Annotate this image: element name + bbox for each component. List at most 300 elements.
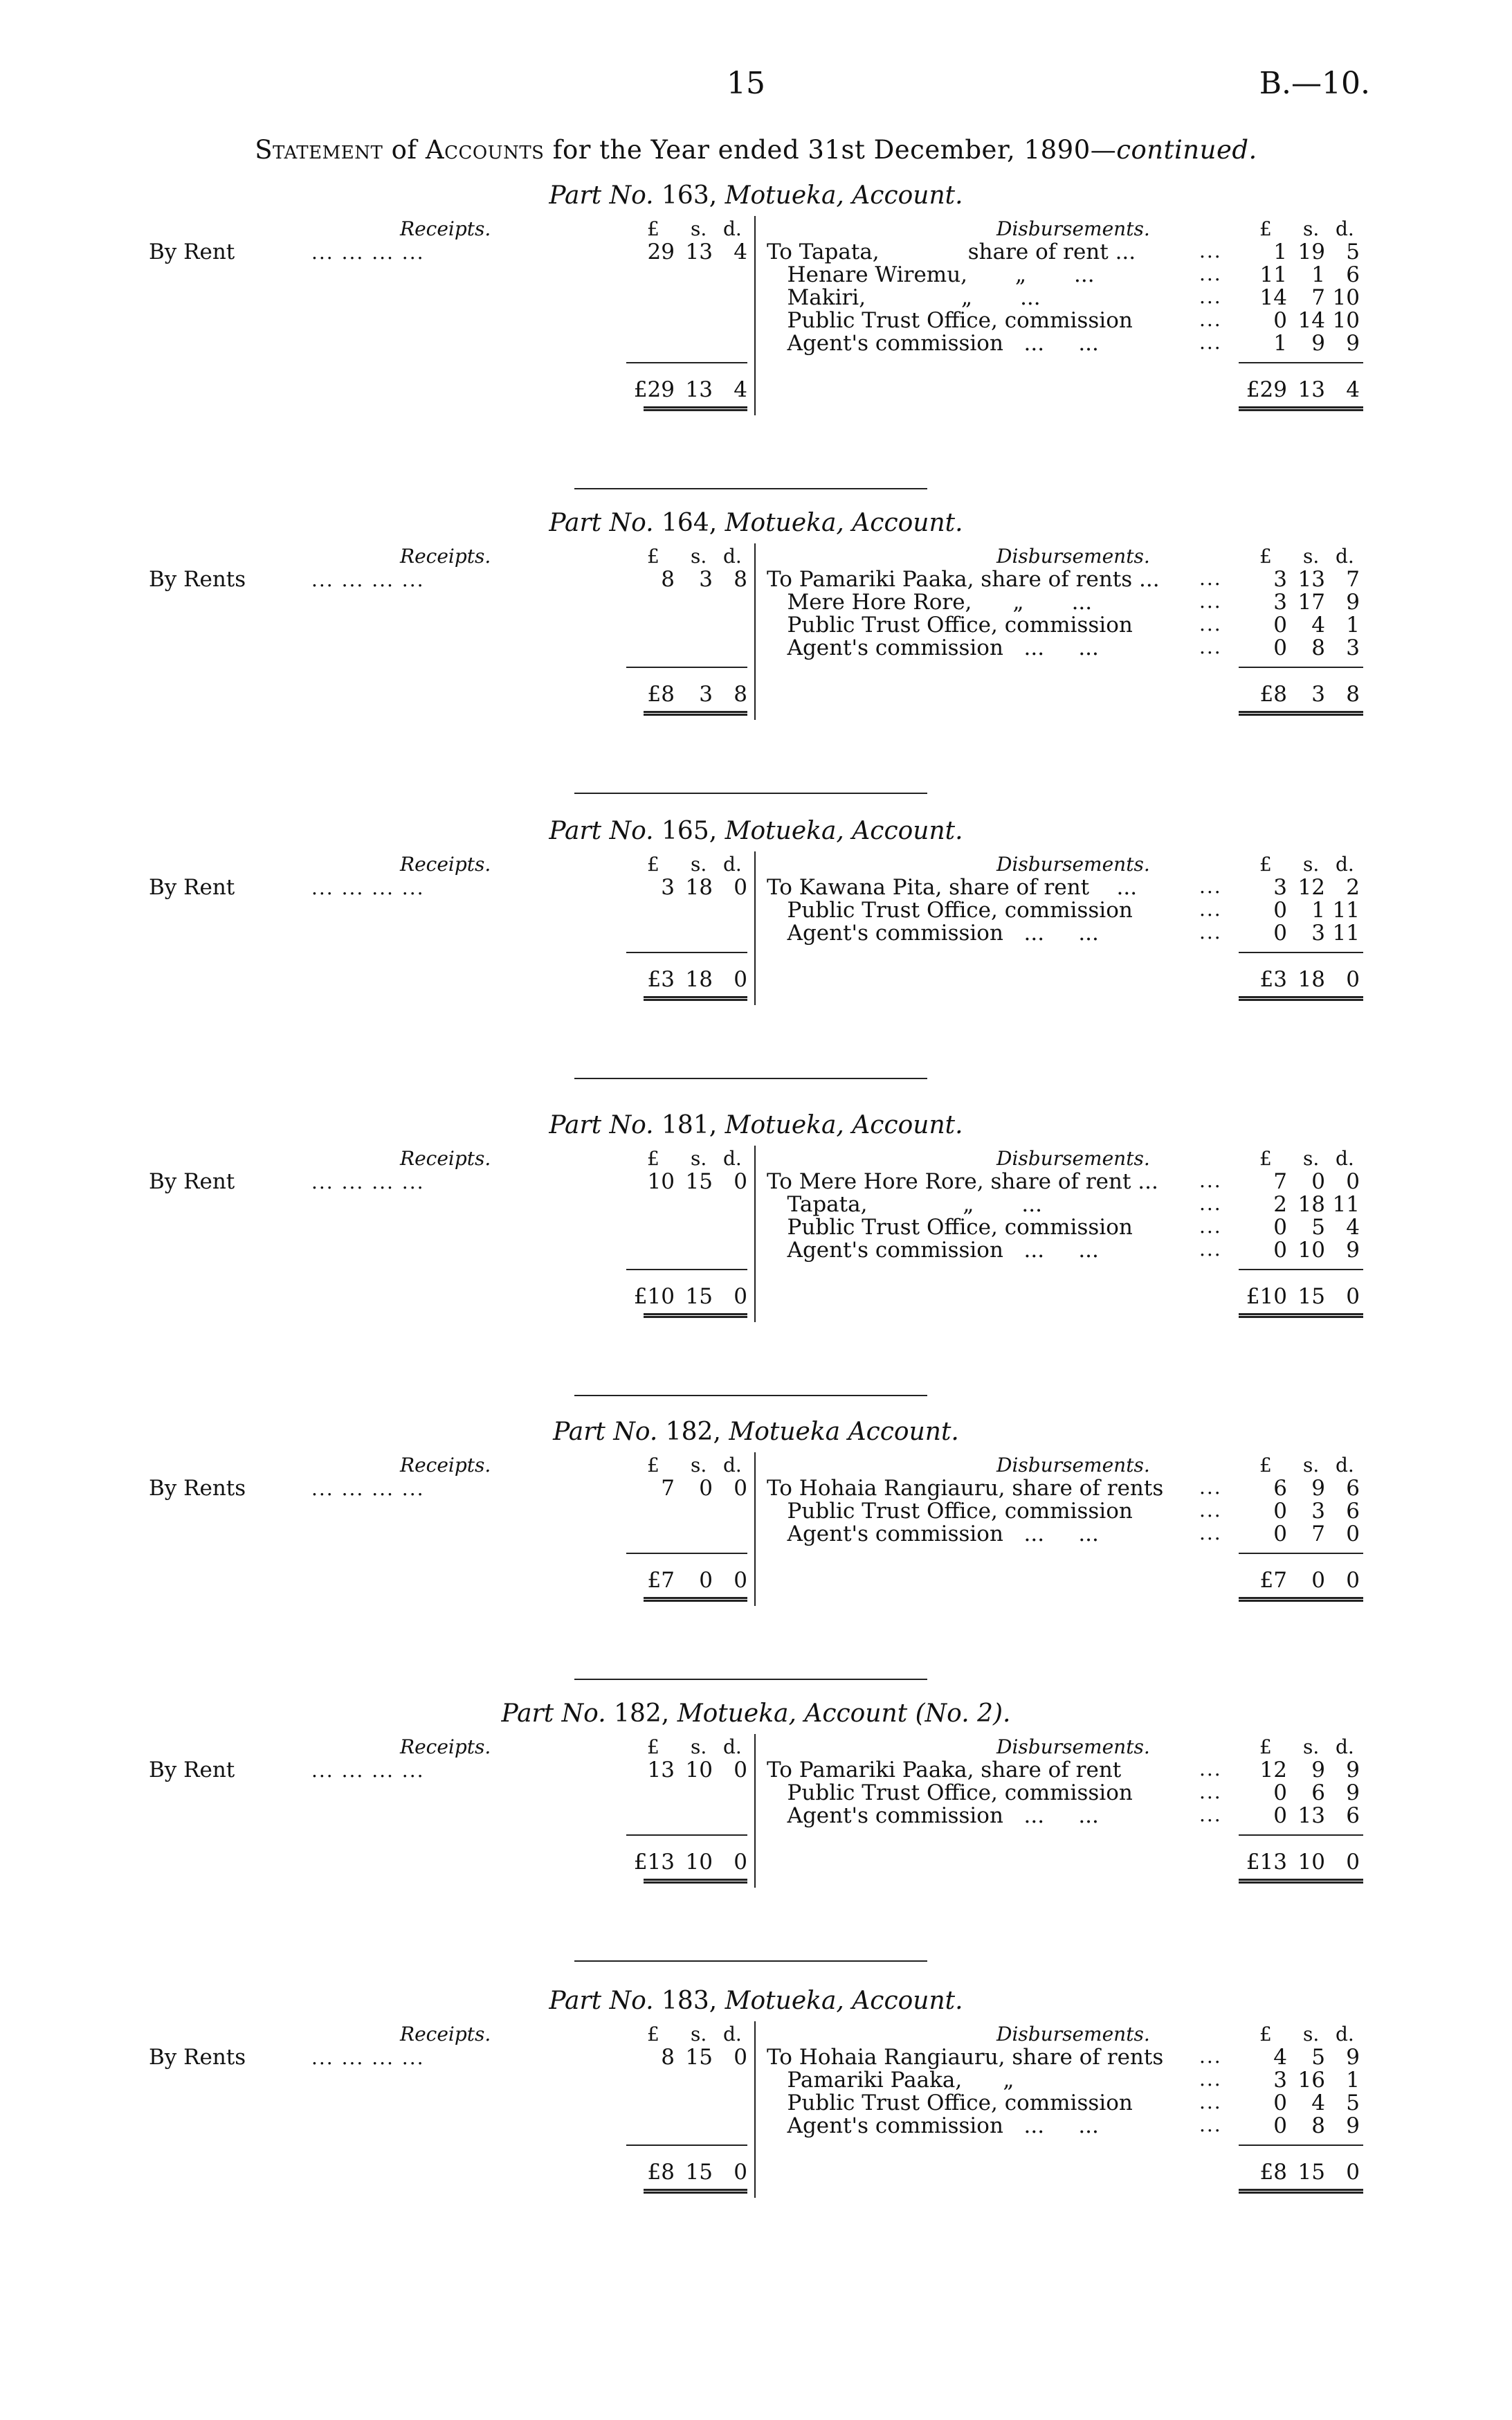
account-number: 182,	[614, 1699, 677, 1728]
disbursements-double-rule	[1239, 1879, 1363, 1884]
receipt-amount	[626, 240, 751, 267]
pound-symbol: £	[647, 1454, 659, 1477]
pence: 9	[1346, 1238, 1360, 1263]
account-part-label: Part	[549, 817, 610, 845]
disbursement-text: Pamariki Paaka, „	[767, 2068, 1014, 2093]
pence: 4	[734, 377, 747, 402]
receipts-total	[626, 1850, 751, 1877]
disbursement-text: Public Trust Office, commission	[767, 1499, 1133, 1524]
receipts-total	[626, 682, 751, 710]
disbursement-text: To Hohaia Rangiauru, share of rents	[767, 2045, 1164, 2070]
disbursement-amount	[1239, 921, 1363, 948]
section-separator	[574, 1960, 927, 1962]
shillings: 13	[685, 240, 713, 264]
disbursements-header: Disbursements.	[996, 1147, 1150, 1170]
disbursements-rule	[1239, 2144, 1363, 2146]
column-divider	[754, 1452, 756, 1606]
disbursement-leader-dots: ...	[1199, 1238, 1222, 1261]
disbursement-leader-dots: ...	[1199, 567, 1222, 590]
pounds: 0	[1273, 613, 1287, 638]
receipt-leader-dots: ... ... ... ...	[311, 241, 425, 264]
shilling-symbol: s.	[691, 545, 707, 568]
receipt-label: By Rent	[149, 1758, 235, 1782]
shillings: 9	[1311, 1758, 1325, 1782]
disbursement-line	[767, 1499, 1222, 1524]
pound-symbol: £	[1259, 545, 1272, 568]
disbursement-leader-dots: ...	[1199, 1215, 1222, 1238]
column-divider	[754, 1734, 756, 1888]
disbursement-leader-dots: ...	[1199, 2113, 1222, 2136]
receipt-label: By Rents	[149, 1476, 246, 1501]
receipts-header: Receipts.	[400, 1735, 491, 1758]
pounds: 3	[1273, 590, 1287, 615]
disbursement-leader-dots: ...	[1199, 2068, 1222, 2091]
pence: 9	[1346, 590, 1360, 615]
receipts-total	[626, 967, 751, 995]
account-title	[0, 181, 1512, 210]
pound-symbol: £	[1259, 1454, 1272, 1477]
pence: 0	[734, 1758, 747, 1782]
shillings: 10	[1297, 1850, 1325, 1875]
receipt-label: By Rent	[149, 240, 235, 264]
disbursement-leader-dots: ...	[1199, 1758, 1222, 1780]
disbursements-total	[1239, 682, 1363, 710]
disbursement-leader-dots: ...	[1199, 875, 1222, 898]
shillings: 13	[685, 377, 713, 402]
disbursement-text: Public Trust Office, commission	[767, 613, 1133, 638]
pounds: 3	[1273, 875, 1287, 900]
pound-symbol: £	[647, 1147, 659, 1170]
account-name: Motueka, Account.	[725, 1111, 963, 1139]
shilling-symbol: s.	[1303, 545, 1320, 568]
account-number: 181,	[662, 1111, 725, 1139]
disbursement-line	[767, 1215, 1222, 1240]
pence: 0	[734, 1850, 747, 1875]
shilling-symbol: s.	[1303, 1454, 1320, 1477]
disbursement-leader-dots: ...	[1199, 590, 1222, 613]
disbursement-text: To Hohaia Rangiauru, share of rents	[767, 1476, 1164, 1501]
pence: 10	[1332, 285, 1360, 310]
pence: 9	[1346, 2113, 1360, 2138]
receipts-double-rule	[644, 1879, 747, 1884]
pounds: £10	[633, 1284, 675, 1309]
shillings: 7	[1311, 1521, 1325, 1546]
pence: 4	[1346, 377, 1360, 402]
account-name: Motueka, Account.	[725, 1987, 963, 2015]
account-number: 164,	[662, 509, 725, 537]
section-separator	[574, 1395, 927, 1396]
pound-symbol: £	[1259, 1147, 1272, 1170]
pounds: 0	[1273, 308, 1287, 333]
disbursement-line	[767, 1803, 1222, 1828]
disbursements-rule	[1239, 1553, 1363, 1554]
pounds: £13	[1246, 1850, 1287, 1875]
disbursement-text: Agent's commission ... ...	[767, 1238, 1099, 1263]
pounds: 14	[1259, 285, 1287, 310]
disbursement-amount	[1239, 2113, 1363, 2141]
pound-symbol: £	[647, 217, 659, 240]
receipt-label: By Rents	[149, 2045, 246, 2070]
disbursements-header: Disbursements.	[996, 545, 1150, 568]
account-name: Motueka, Account.	[725, 817, 963, 845]
pounds: 0	[1273, 2091, 1287, 2115]
shillings: 15	[1297, 2160, 1325, 2185]
disbursements-header: Disbursements.	[996, 1454, 1150, 1477]
pounds: 1	[1273, 331, 1287, 356]
pence-symbol: d.	[723, 2023, 742, 2046]
account-number: 163,	[662, 181, 725, 210]
title-statement: Statement	[255, 135, 383, 165]
pounds: 0	[1273, 1521, 1287, 1546]
account-block	[0, 1111, 1512, 1374]
disbursement-text: Public Trust Office, commission	[767, 2091, 1133, 2115]
account-part-label: Part	[549, 1987, 610, 2015]
disbursements-rule	[1239, 362, 1363, 363]
disbursement-leader-dots: ...	[1199, 1803, 1222, 1826]
shillings: 13	[1297, 1803, 1325, 1828]
shillings: 10	[685, 1758, 713, 1782]
pence: 0	[1346, 1568, 1360, 1593]
disbursement-text: Public Trust Office, commission	[767, 1215, 1133, 1240]
pounds: 0	[1273, 1803, 1287, 1828]
account-block	[0, 509, 1512, 772]
pence: 3	[1346, 635, 1360, 660]
shillings: 5	[1311, 1215, 1325, 1240]
shilling-symbol: s.	[1303, 1147, 1320, 1170]
disbursements-header: Disbursements.	[996, 217, 1150, 240]
pence: 0	[734, 875, 747, 900]
receipt-amount	[626, 875, 751, 903]
account-title	[0, 1987, 1512, 2015]
disbursement-amount	[1239, 1521, 1363, 1549]
shillings: 4	[1311, 613, 1325, 638]
pence-symbol: d.	[723, 217, 742, 240]
shillings: 14	[1297, 308, 1325, 333]
shillings: 18	[1297, 1192, 1325, 1217]
shillings: 12	[1297, 875, 1325, 900]
shilling-symbol: s.	[1303, 217, 1320, 240]
pounds: 0	[1273, 2113, 1287, 2138]
receipts-header: Receipts.	[400, 853, 491, 876]
page-header	[0, 66, 1512, 107]
pounds: £29	[1246, 377, 1287, 402]
receipts-rule	[626, 952, 747, 953]
pence: 4	[1346, 1215, 1360, 1240]
pence: 0	[1346, 1284, 1360, 1309]
pound-symbol: £	[647, 2023, 659, 2046]
section-separator	[574, 1078, 927, 1079]
disbursement-line	[767, 2068, 1222, 2093]
account-number: 183,	[662, 1987, 725, 2015]
disbursement-line	[767, 875, 1222, 900]
disbursement-text: To Mere Hore Rore, share of rent ...	[767, 1169, 1158, 1194]
disbursement-leader-dots: ...	[1199, 2045, 1222, 2068]
pence: 11	[1332, 898, 1360, 923]
disbursement-leader-dots: ...	[1199, 1169, 1222, 1192]
pounds: 0	[1273, 1780, 1287, 1805]
shillings: 15	[1297, 1284, 1325, 1309]
receipts-double-rule	[644, 711, 747, 716]
shillings: 0	[699, 1568, 713, 1593]
disbursement-text: To Pamariki Paaka, share of rents ...	[767, 567, 1160, 592]
shillings: 1	[1311, 898, 1325, 923]
account-block	[0, 817, 1512, 1080]
pence: 9	[1346, 1758, 1360, 1782]
disbursement-leader-dots: ...	[1199, 308, 1222, 331]
shillings: 15	[685, 1169, 713, 1194]
shillings: 13	[1297, 567, 1325, 592]
pence: 9	[1346, 331, 1360, 356]
disbursement-text: Mere Hore Rore, „ ...	[767, 590, 1093, 615]
pence-symbol: d.	[1336, 1454, 1354, 1477]
disbursement-text: To Pamariki Paaka, share of rent	[767, 1758, 1122, 1782]
shilling-symbol: s.	[691, 1454, 707, 1477]
disbursement-amount	[1239, 331, 1363, 359]
pence: 0	[1346, 1850, 1360, 1875]
receipts-double-rule	[644, 996, 747, 1001]
shilling-symbol: s.	[691, 853, 707, 876]
shillings: 0	[1311, 1568, 1325, 1593]
pound-symbol: £	[1259, 1735, 1272, 1758]
pence-symbol: d.	[1336, 217, 1354, 240]
disbursement-line	[767, 1476, 1222, 1501]
pence: 0	[1346, 967, 1360, 992]
pounds: £8	[1259, 682, 1287, 707]
disbursement-line	[767, 1780, 1222, 1805]
disbursement-leader-dots: ...	[1199, 613, 1222, 635]
disbursements-double-rule	[1239, 1597, 1363, 1602]
shillings: 19	[1297, 240, 1325, 264]
pence: 0	[734, 1476, 747, 1501]
disbursements-total	[1239, 1284, 1363, 1312]
pence: 8	[1346, 682, 1360, 707]
pence: 11	[1332, 1192, 1360, 1217]
pence: 0	[1346, 1169, 1360, 1194]
receipts-rule	[626, 1553, 747, 1554]
disbursement-leader-dots: ...	[1199, 1476, 1222, 1499]
disbursement-leader-dots: ...	[1199, 1192, 1222, 1215]
disbursements-double-rule	[1239, 1313, 1363, 1318]
shillings: 10	[685, 1850, 713, 1875]
disbursement-leader-dots: ...	[1199, 262, 1222, 285]
disbursement-line	[767, 898, 1222, 923]
pound-symbol: £	[647, 545, 659, 568]
account-block	[0, 181, 1512, 444]
shillings: 15	[685, 2160, 713, 2185]
disbursements-header: Disbursements.	[996, 2023, 1150, 2046]
disbursement-text: Agent's commission ... ...	[767, 1803, 1099, 1828]
disbursement-leader-dots: ...	[1199, 240, 1222, 262]
receipt-label: By Rent	[149, 1169, 235, 1194]
receipts-double-rule	[644, 2189, 747, 2194]
pounds: £10	[1246, 1284, 1287, 1309]
disbursement-text: Tapata, „ ...	[767, 1192, 1042, 1217]
disbursement-amount	[1239, 635, 1363, 663]
pounds: 8	[661, 2045, 675, 2070]
disbursements-header: Disbursements.	[996, 853, 1150, 876]
disbursement-amount	[1239, 1803, 1363, 1831]
disbursement-text: Public Trust Office, commission	[767, 308, 1133, 333]
pounds: 0	[1273, 921, 1287, 946]
page-number: 15	[727, 66, 765, 101]
pounds: 0	[1273, 1215, 1287, 1240]
pounds: 7	[661, 1476, 675, 1501]
pence: 7	[1346, 567, 1360, 592]
receipts-double-rule	[644, 406, 747, 411]
shillings: 7	[1311, 285, 1325, 310]
shillings: 16	[1297, 2068, 1325, 2093]
pence: 6	[1346, 262, 1360, 287]
shillings: 3	[699, 567, 713, 592]
account-name: Motueka, Account.	[725, 509, 963, 537]
account-part-label: Part	[549, 509, 610, 537]
account-name: Motueka, Account (No. 2).	[677, 1699, 1011, 1728]
document-reference: B.—10.	[1259, 66, 1370, 101]
receipt-amount	[626, 1169, 751, 1197]
pounds: £3	[647, 967, 675, 992]
pounds: 29	[647, 240, 675, 264]
shilling-symbol: s.	[1303, 853, 1320, 876]
pence-symbol: d.	[1336, 545, 1354, 568]
pence: 0	[734, 2045, 747, 2070]
disbursement-text: Henare Wiremu, „ ...	[767, 262, 1095, 287]
receipt-leader-dots: ... ... ... ...	[311, 876, 425, 899]
disbursement-line	[767, 308, 1222, 333]
pence: 6	[1346, 1499, 1360, 1524]
disbursement-leader-dots: ...	[1199, 331, 1222, 354]
account-name: Motueka Account.	[729, 1418, 959, 1446]
pence: 0	[1346, 2160, 1360, 2185]
pounds: 13	[647, 1758, 675, 1782]
shilling-symbol: s.	[691, 217, 707, 240]
disbursement-line	[767, 262, 1222, 287]
disbursement-line	[767, 285, 1222, 310]
pounds: 0	[1273, 1499, 1287, 1524]
pounds: 0	[1273, 635, 1287, 660]
disbursement-leader-dots: ...	[1199, 1780, 1222, 1803]
disbursements-double-rule	[1239, 2189, 1363, 2194]
shillings: 15	[685, 2045, 713, 2070]
pounds: 11	[1259, 262, 1287, 287]
account-block	[0, 1699, 1512, 1962]
disbursement-line	[767, 613, 1222, 638]
account-part-label: Part	[549, 181, 610, 210]
account-no-label: No.	[609, 1111, 662, 1139]
account-title	[0, 509, 1512, 537]
account-title	[0, 1699, 1512, 1728]
shilling-symbol: s.	[691, 2023, 707, 2046]
pence-symbol: d.	[723, 545, 742, 568]
pence: 0	[734, 2160, 747, 2185]
disbursement-line	[767, 2113, 1222, 2138]
pounds: £13	[633, 1850, 675, 1875]
shillings: 15	[685, 1284, 713, 1309]
pence-symbol: d.	[723, 1735, 742, 1758]
pence: 2	[1346, 875, 1360, 900]
disbursement-line	[767, 240, 1222, 264]
pounds: 3	[1273, 2068, 1287, 2093]
shillings: 1	[1311, 262, 1325, 287]
disbursements-total	[1239, 1850, 1363, 1877]
receipts-total	[626, 1284, 751, 1312]
receipt-label: By Rent	[149, 875, 235, 900]
section-separator	[574, 1679, 927, 1680]
disbursement-leader-dots: ...	[1199, 2091, 1222, 2113]
shilling-symbol: s.	[691, 1735, 707, 1758]
shillings: 17	[1297, 590, 1325, 615]
shillings: 13	[1297, 377, 1325, 402]
pence: 6	[1346, 1803, 1360, 1828]
pounds: 7	[1273, 1169, 1287, 1194]
disbursement-leader-dots: ...	[1199, 921, 1222, 943]
pounds: 6	[1273, 1476, 1287, 1501]
pounds: 12	[1259, 1758, 1287, 1782]
disbursements-rule	[1239, 667, 1363, 668]
statement-title	[0, 135, 1512, 165]
pence: 9	[1346, 1780, 1360, 1805]
pence: 1	[1346, 2068, 1360, 2093]
pence-symbol: d.	[723, 853, 742, 876]
disbursement-line	[767, 590, 1222, 615]
disbursement-line	[767, 2045, 1222, 2070]
pounds: 10	[647, 1169, 675, 1194]
pounds: £8	[647, 682, 675, 707]
account-no-label: No.	[609, 509, 662, 537]
account-part-label: Part	[553, 1418, 614, 1446]
shilling-symbol: s.	[1303, 2023, 1320, 2046]
column-divider	[754, 2021, 756, 2198]
shillings: 3	[1311, 921, 1325, 946]
pound-symbol: £	[1259, 2023, 1272, 2046]
pound-symbol: £	[1259, 217, 1272, 240]
shillings: 0	[1311, 1169, 1325, 1194]
shillings: 18	[685, 875, 713, 900]
shillings: 4	[1311, 2091, 1325, 2115]
pounds: 2	[1273, 1192, 1287, 1217]
pounds: 1	[1273, 240, 1287, 264]
disbursement-text: Makiri, „ ...	[767, 285, 1041, 310]
shillings: 0	[699, 1476, 713, 1501]
account-block	[0, 1418, 1512, 1681]
pence: 0	[734, 967, 747, 992]
pounds: 8	[661, 567, 675, 592]
receipt-amount	[626, 2045, 751, 2073]
pence: 0	[734, 1568, 747, 1593]
pound-symbol: £	[647, 1735, 659, 1758]
disbursements-rule	[1239, 952, 1363, 953]
receipts-rule	[626, 362, 747, 363]
receipts-header: Receipts.	[400, 217, 491, 240]
pence: 8	[734, 682, 747, 707]
disbursement-leader-dots: ...	[1199, 898, 1222, 921]
disbursement-text: Agent's commission ... ...	[767, 635, 1099, 660]
pounds: 0	[1273, 898, 1287, 923]
receipt-leader-dots: ... ... ... ...	[311, 568, 425, 591]
account-no-label: No.	[609, 181, 662, 210]
pounds: £8	[1259, 2160, 1287, 2185]
shilling-symbol: s.	[1303, 1735, 1320, 1758]
shilling-symbol: s.	[691, 1147, 707, 1170]
disbursement-text: Public Trust Office, commission	[767, 1780, 1133, 1805]
account-number: 165,	[662, 817, 725, 845]
disbursement-text: Agent's commission ... ...	[767, 921, 1099, 946]
shillings: 18	[1297, 967, 1325, 992]
account-no-label: No.	[613, 1418, 666, 1446]
pence: 0	[1346, 1521, 1360, 1546]
pence-symbol: d.	[1336, 1147, 1354, 1170]
receipts-double-rule	[644, 1313, 747, 1318]
disbursements-double-rule	[1239, 996, 1363, 1001]
